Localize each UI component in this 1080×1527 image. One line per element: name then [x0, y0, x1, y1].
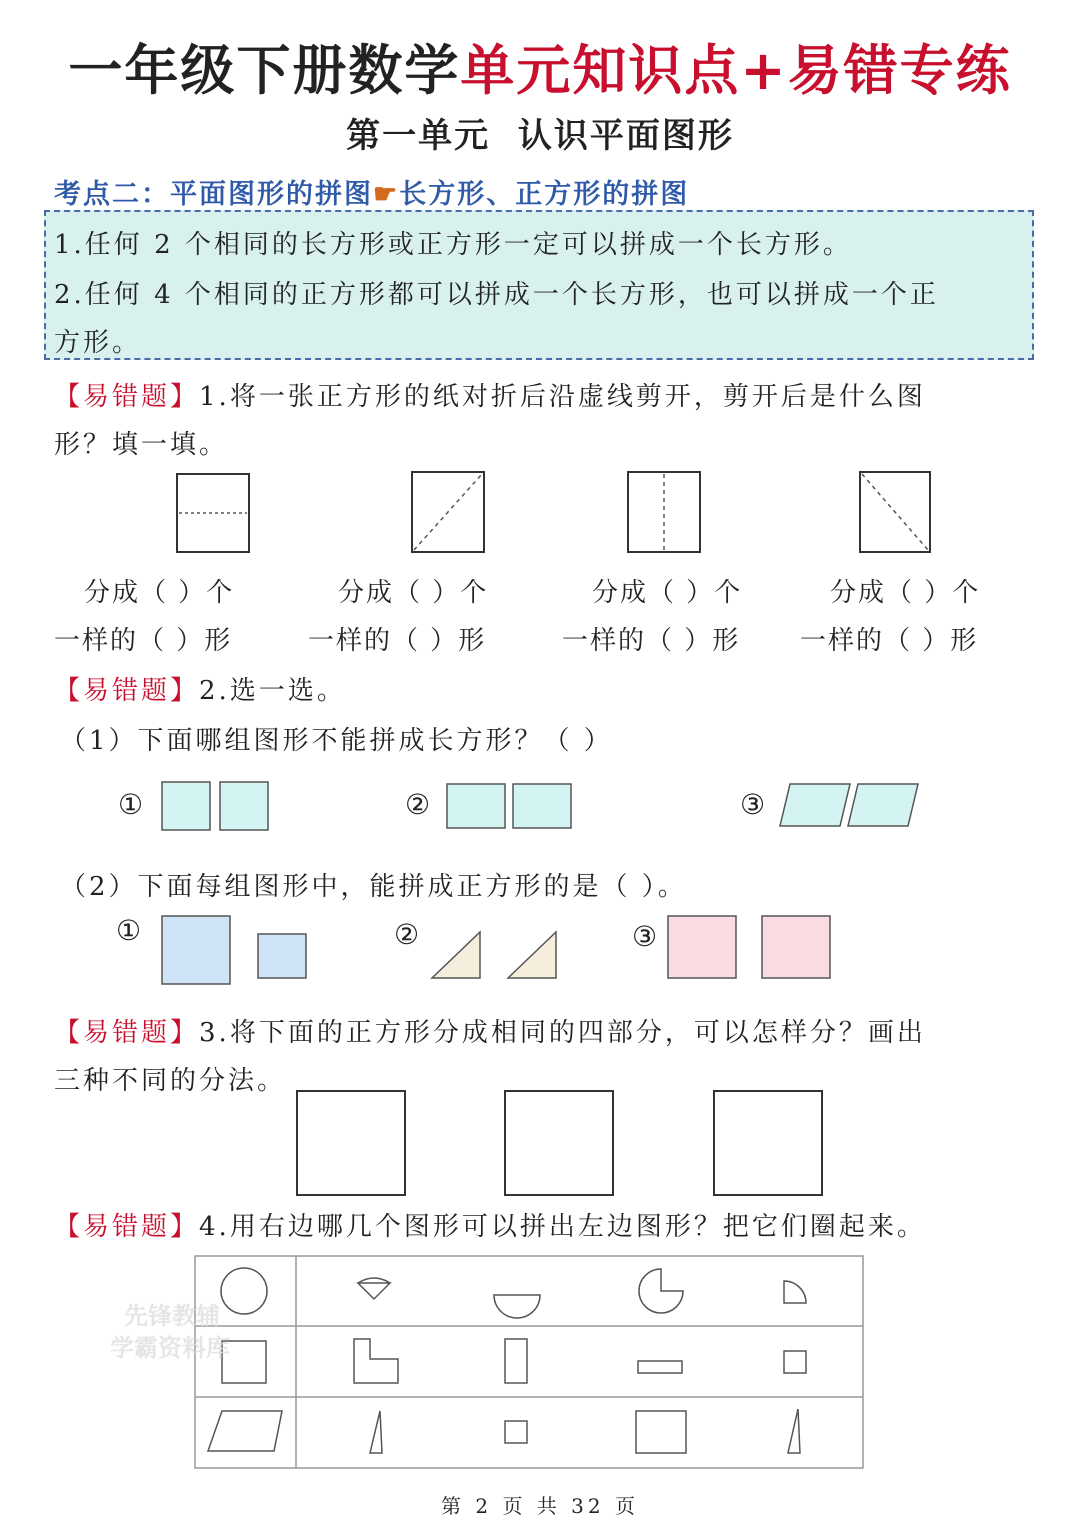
cyan-rect-b — [513, 784, 571, 828]
beige-triangle-b — [508, 932, 556, 978]
note-line-1: 1.任何 2 个相同的长方形或正方形一定可以拼成一个长方形。 — [54, 230, 852, 260]
blue-square-large — [162, 916, 230, 984]
square-horizontal-fold — [177, 474, 249, 552]
kaodian-heading — [54, 172, 689, 211]
fill-shape-3: 一样的（ ）形 — [562, 626, 741, 656]
q2-2-label-2: ② — [394, 918, 420, 951]
q3-blank-square-1[interactable] — [296, 1090, 406, 1196]
small-square-piece-2[interactable] — [505, 1421, 527, 1443]
q2-1-label-1: ① — [118, 788, 144, 821]
q2-1-figures — [150, 778, 940, 838]
question-3-line-2: 三种不同的分法。 — [54, 1066, 287, 1096]
question-1-line-1: 【易错题】1.将一张正方形的纸对折后沿虚线剪开，剪开后是什么图 — [54, 382, 926, 412]
cyan-rect-a — [447, 784, 505, 828]
beige-triangle-a — [432, 932, 480, 978]
unit-title: 第一单元 认识平面图形 — [346, 116, 734, 156]
mistake-tag: 【易错题】 — [54, 676, 200, 706]
q2-1-label-2: ② — [405, 788, 431, 821]
question-2-line: 【易错题】2.选一选。 — [54, 676, 346, 706]
cyan-square-a — [162, 782, 210, 830]
fill-shape-4: 一样的（ ）形 — [800, 626, 979, 656]
hand-pointing-right-icon: ☛ — [373, 179, 400, 210]
note-line-3: 方形。 — [54, 328, 142, 358]
small-square-piece[interactable] — [784, 1351, 806, 1373]
q2-sub-1: （1）下面哪组图形不能拼成长方形？（ ） — [60, 726, 613, 756]
title-black: 一年级下册数学 — [68, 39, 461, 102]
cyan-parallelogram-a — [780, 784, 850, 826]
blue-square-small — [258, 934, 306, 978]
mistake-tag: 【易错题】 — [54, 1018, 200, 1048]
q3-blank-square-2[interactable] — [504, 1090, 614, 1196]
fill-shape-2: 一样的（ ）形 — [308, 626, 487, 656]
q4-shape-table — [194, 1255, 866, 1471]
title-red: 单元知识点+易错专练 — [460, 39, 1012, 102]
page-title — [0, 28, 1080, 105]
square-diagonal-fold — [412, 472, 484, 552]
fill-shape-1: 一样的（ ）形 — [54, 626, 233, 656]
note-line-2: 2.任何 4 个相同的正方形都可以拼成一个长方形，也可以拼成一个正 — [54, 280, 939, 310]
mistake-tag: 【易错题】 — [54, 382, 200, 412]
square-vertical-fold — [628, 472, 700, 552]
page-footer: 第 2 页 共 32 页 — [441, 1494, 639, 1518]
q2-2-label-3: ③ — [632, 920, 658, 953]
mistake-tag: 【易错题】 — [54, 1212, 200, 1242]
square-antidiagonal-fold — [860, 472, 930, 552]
pink-rect-a — [668, 916, 736, 978]
fill-count-3: 分成（ ）个 — [592, 578, 743, 608]
cyan-square-b — [220, 782, 268, 830]
square-piece[interactable] — [636, 1411, 686, 1453]
pink-rect-b — [762, 916, 830, 978]
q3-blank-square-3[interactable] — [713, 1090, 823, 1196]
fill-count-4: 分成（ ）个 — [830, 578, 981, 608]
q2-2-figures — [150, 908, 850, 988]
thin-rectangle-piece[interactable] — [638, 1361, 682, 1373]
question-3-line-1: 【易错题】3.将下面的正方形分成相同的四部分，可以怎样分？画出 — [54, 1018, 926, 1048]
q2-sub-2: （2）下面每组图形中，能拼成正方形的是（ ）。 — [60, 872, 687, 902]
question-1-line-2: 形？填一填。 — [54, 430, 229, 460]
fill-count-1: 分成（ ）个 — [84, 578, 235, 608]
q2-2-label-1: ① — [116, 914, 142, 947]
tall-rectangle-piece[interactable] — [505, 1339, 527, 1383]
q2-1-label-3: ③ — [740, 788, 766, 821]
question-4-line: 【易错题】4.用右边哪几个图形可以拼出左边图形？把它们圈起来。 — [54, 1212, 926, 1242]
kaodian-prefix: 考点二：平面图形的拼图 — [54, 179, 373, 210]
kaodian-suffix: 长方形、正方形的拼图 — [399, 179, 690, 210]
q1-figures — [170, 468, 950, 558]
watermark: 先锋教辅 学霸资料库 — [110, 1302, 230, 1362]
cyan-parallelogram-b — [848, 784, 918, 826]
fill-count-2: 分成（ ）个 — [338, 578, 489, 608]
